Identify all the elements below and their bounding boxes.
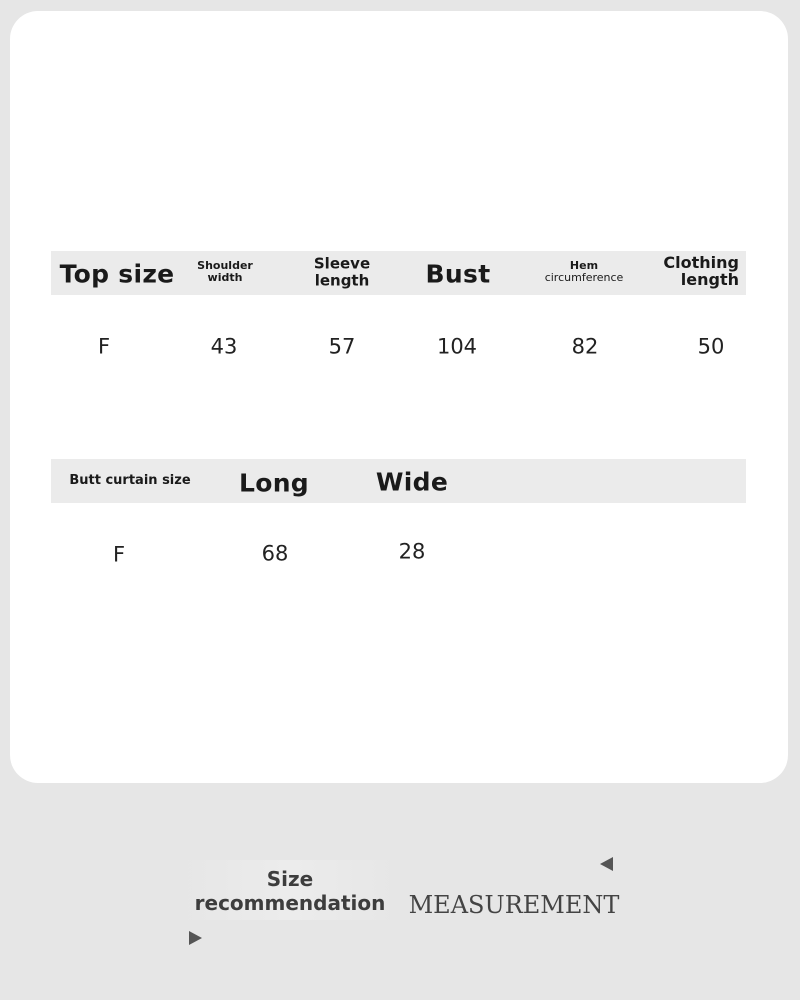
bottom-row-long: 68: [261, 541, 289, 566]
top-row-hem-circumference: 82: [571, 334, 599, 359]
sleeve-length-header-line2: length: [314, 271, 370, 289]
bust-header: Bust: [425, 259, 491, 289]
triangle-right-icon: [189, 931, 202, 945]
measurement-label: MEASUREMENT: [408, 891, 620, 919]
clothing-length-header-line2: length: [680, 270, 739, 289]
clothing-length-header: [663, 255, 739, 289]
top-row-sleeve-length: 57: [328, 334, 356, 359]
sleeve-length-header-line1: Sleeve: [313, 254, 371, 273]
size-recommendation-line1: Size: [266, 867, 314, 891]
shoulder-width-header-line1: Shoulder: [197, 258, 253, 272]
shoulder-width-header: [197, 260, 253, 284]
top-size-title: Top size: [59, 259, 175, 289]
size-recommendation-label: [195, 867, 386, 915]
top-row-bust: 104: [436, 334, 478, 359]
shoulder-width-header-line2: width: [207, 271, 243, 284]
butt-curtain-size-title: Butt curtain size: [69, 472, 191, 488]
clothing-length-header-line1: Clothing: [663, 253, 739, 273]
wide-header: Wide: [375, 467, 449, 497]
hem-circumference-header-line1: Hem: [569, 258, 599, 272]
top-row-size: F: [97, 334, 111, 359]
top-row-clothing-length: 50: [697, 334, 725, 359]
bottom-row-size: F: [112, 542, 126, 567]
triangle-left-icon: [600, 857, 613, 871]
size-recommendation-line2: recommendation: [194, 891, 386, 915]
size-chart-card: [10, 11, 788, 783]
sleeve-length-header: [314, 256, 370, 289]
bottom-row-wide: 28: [398, 539, 426, 564]
long-header: Long: [239, 468, 309, 498]
hem-circumference-header: [545, 260, 624, 284]
top-row-shoulder-width: 43: [210, 334, 238, 359]
hem-circumference-header-line2: circumference: [544, 271, 624, 284]
